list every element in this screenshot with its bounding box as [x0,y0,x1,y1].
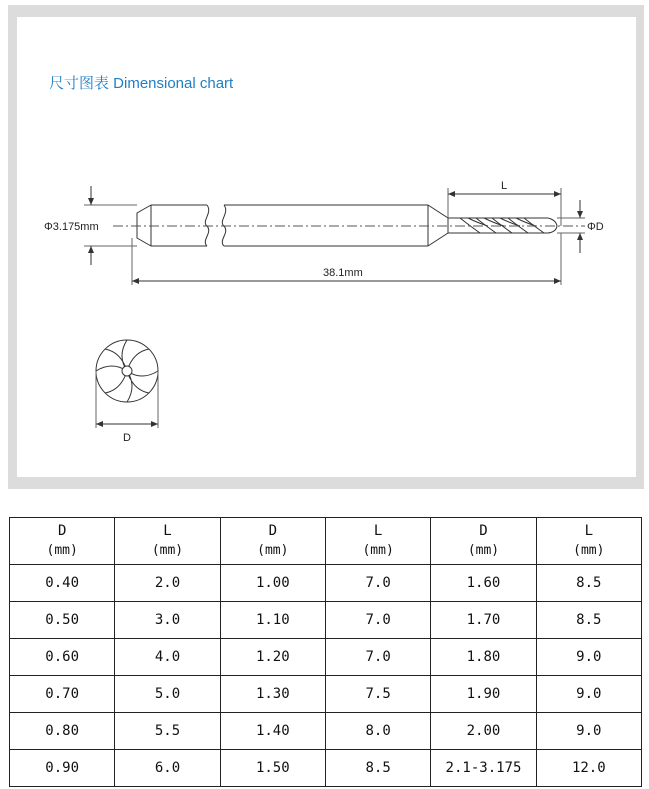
table-cell: 9.0 [536,676,641,713]
table-cell: 1.70 [431,602,536,639]
page-title: 尺寸图表 Dimensional chart [49,75,234,92]
arrowhead [88,246,94,253]
arrowhead [554,191,561,197]
header-name: D [268,523,278,539]
header-cell [536,518,641,565]
header-name: L [163,523,172,539]
arrowhead [577,233,583,240]
table-cell: 9.0 [536,713,641,750]
table-row [10,676,642,713]
arrowhead [96,421,103,427]
dimension-table [9,517,642,787]
table-cell: 2.00 [431,713,536,750]
end-view-diameter-label: D [123,432,131,444]
table-cell: 0.50 [10,602,115,639]
header-unit: (mm) [46,543,78,558]
table-row [10,639,642,676]
table-cell: 7.0 [325,602,430,639]
table-cell: 1.90 [431,676,536,713]
table-cell: 0.60 [10,639,115,676]
table-cell: 12.0 [536,750,641,787]
header-name: L [373,523,383,539]
header-name: D [57,523,67,539]
table-cell: 0.70 [10,676,115,713]
table-cell: 8.0 [325,713,430,750]
table-cell: 1.30 [220,676,325,713]
table-cell: 1.60 [431,565,536,602]
table-header-row [10,518,642,565]
table-cell: 4.0 [115,639,220,676]
end-view [96,340,158,428]
arrowhead [151,421,158,427]
table-cell: 7.5 [325,676,430,713]
arrowhead [577,211,583,218]
table-cell: 9.0 [536,639,641,676]
header-unit: (mm) [467,543,500,558]
arrowhead [88,198,94,205]
table-cell: 7.0 [325,639,430,676]
table-cell: 2.1-3.175 [431,750,536,787]
table-cell: 6.0 [115,750,220,787]
shank-diameter-label: Φ3.175mm [44,221,99,233]
header-cell [325,518,430,565]
header-name: L [584,523,594,539]
header-unit: (mm) [362,543,394,558]
header-name: D [479,523,488,539]
header-cell [10,518,115,565]
table-cell: 1.80 [431,639,536,676]
table-cell: 1.40 [220,713,325,750]
table-cell: 5.0 [115,676,220,713]
cut-length-label: L [501,180,508,192]
table-cell: 5.5 [115,713,220,750]
table-cell: 7.0 [325,565,430,602]
header-unit: (mm) [151,543,184,558]
table-cell: 1.10 [220,602,325,639]
table-cell: 3.0 [115,602,220,639]
arrowhead [448,191,455,197]
arrowhead [132,278,139,284]
table-cell: 8.5 [536,602,641,639]
table-cell: 1.20 [220,639,325,676]
table-cell: 8.5 [536,565,641,602]
table-row [10,713,642,750]
table-row [10,565,642,602]
table-cell: 2.0 [115,565,220,602]
table-cell: 1.00 [220,565,325,602]
header-cell [431,518,536,565]
table-cell: 1.50 [220,750,325,787]
table-row [10,602,642,639]
table-cell: 0.40 [10,565,115,602]
header-unit: (mm) [257,543,289,558]
table-cell: 0.80 [10,713,115,750]
overall-length-label: 38.1mm [323,267,363,279]
header-unit: (mm) [573,543,605,558]
arrowhead [554,278,561,284]
table-cell: 0.90 [10,750,115,787]
header-cell [115,518,220,565]
header-cell [220,518,325,565]
table-row [10,750,642,787]
tip-diameter-label: ΦD [587,221,604,233]
table-cell: 8.5 [325,750,430,787]
